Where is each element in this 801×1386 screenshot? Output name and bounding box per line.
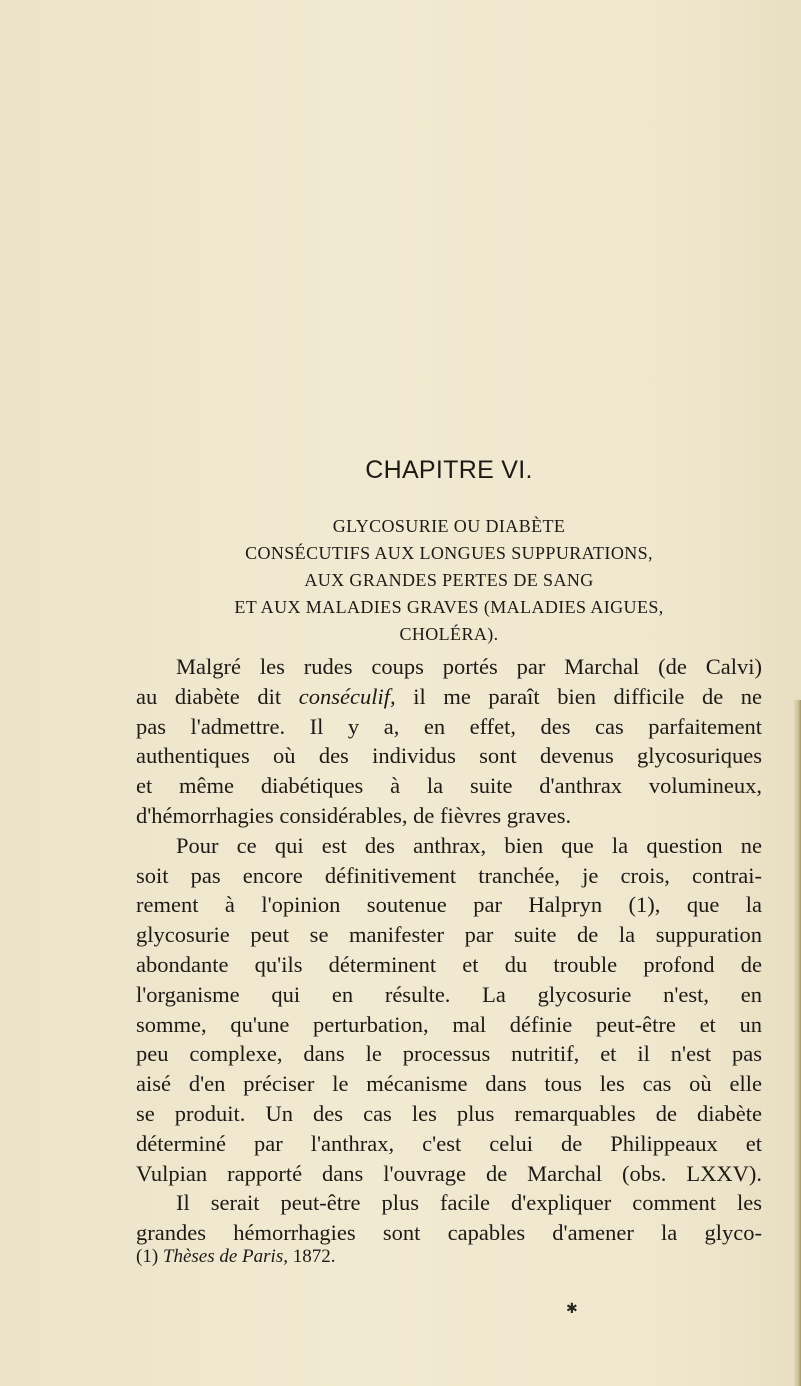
footnote bbox=[136, 1245, 762, 1269]
page-edge-shadow bbox=[793, 700, 801, 1386]
body-line-1: Malgré les rudes coups portés par Marchal (de Calvi) bbox=[176, 654, 762, 679]
body-line-2-end: il me paraît bien difficile de ne bbox=[413, 683, 763, 709]
body-line-2-emphasis: conséculif, bbox=[298, 683, 396, 709]
body-line-12: l'organisme qui en résulte. La glycosurie n'est, en bbox=[136, 981, 762, 1007]
body-line-7: Pour ce qui est des anthrax, bien que la question ne bbox=[176, 832, 762, 858]
body-line-6: d'hémorrhagies considérables, de fièvres graves. bbox=[136, 802, 572, 828]
subtitle-line-2: CONSÉCUTIFS AUX LONGUES SUPPURATIONS, bbox=[245, 543, 653, 563]
chapter-title: CHAPITRE VI. bbox=[365, 456, 533, 484]
subtitle-line-3: AUX GRANDES PERTES DE SANG bbox=[304, 570, 594, 590]
printer-mark: ✱ bbox=[566, 1302, 578, 1317]
body-text bbox=[136, 652, 762, 1248]
body-line-4: authentiques où des individus sont devenus glycosuriques bbox=[136, 743, 762, 769]
body-line-16: se produit. Un des cas les plus remarquables de diabète bbox=[136, 1100, 762, 1126]
body-line-3: pas l'admettre. Il y a, en effet, des cas parfaitement bbox=[136, 713, 762, 739]
body-line-20: grandes hémorrhagies sont capables d'amener la glyco- bbox=[136, 1220, 762, 1246]
body-line-17: déterminé par l'anthrax, c'est celui de Philippeaux et bbox=[136, 1130, 762, 1156]
body-line-11: abondante qu'ils déterminent et du trouble profond de bbox=[136, 951, 762, 977]
body-line-15: aisé d'en préciser le mécanisme dans tous les cas où elle bbox=[136, 1071, 762, 1097]
footnote-year: 1872. bbox=[292, 1246, 336, 1267]
subtitle-line-1: GLYCOSURIE OU DIABÈTE bbox=[332, 516, 566, 536]
body-line-18: Vulpian rapporté dans l'ouvrage de Marchal (obs. LXXV). bbox=[136, 1160, 762, 1186]
subtitle-line-5: CHOLÉRA). bbox=[399, 624, 499, 644]
subtitle-line-4: ET AUX MALADIES GRAVES (MALADIES AIGUES, bbox=[234, 597, 664, 617]
body-line-5: et même diabétiques à la suite d'anthrax volumineux, bbox=[136, 773, 762, 799]
body-line-10: glycosurie peut se manifester par suite de la suppuration bbox=[136, 922, 762, 948]
body-line-2-start: au diabète dit bbox=[136, 683, 282, 709]
body-line-8: soit pas encore définitivement tranchée, je crois, contrai- bbox=[136, 862, 762, 888]
footnote-number: (1) bbox=[136, 1246, 159, 1267]
footnote-source: Thèses de Paris, bbox=[162, 1246, 288, 1267]
body-line-19: Il serait peut-être plus facile d'expliquer comment les bbox=[176, 1190, 762, 1216]
body-line-9: rement à l'opinion soutenue par Halpryn (1), que la bbox=[136, 892, 762, 918]
body-line-14: peu complexe, dans le processus nutritif, et il n'est pas bbox=[136, 1041, 762, 1067]
body-line-13: somme, qu'une perturbation, mal définie peut-être et un bbox=[136, 1011, 762, 1037]
chapter-subtitle bbox=[136, 513, 762, 648]
body-line-2 bbox=[136, 682, 762, 712]
